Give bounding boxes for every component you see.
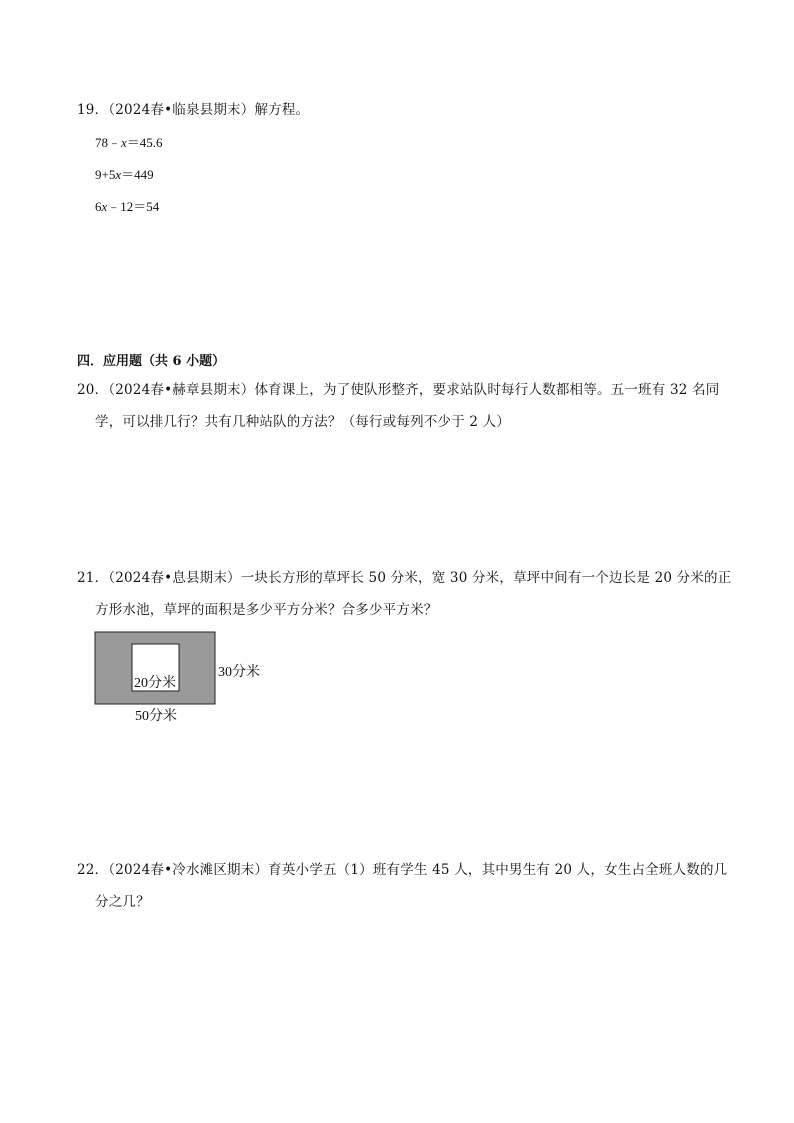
equation-right: ＝449 xyxy=(121,167,154,182)
question-number: 19． xyxy=(77,102,109,118)
question-source: （2024春•冷水滩区期末） xyxy=(108,862,269,878)
section-heading: 四．应用题（共 6 小题） xyxy=(77,354,226,369)
width-label: 50分米 xyxy=(135,709,177,724)
question-text: 育英小学五（1）班有学生 45 人，其中男生有 20 人，女生占全班人数的几 xyxy=(268,862,728,878)
equation-left: 9+5 xyxy=(95,167,116,182)
equation-variable: x xyxy=(115,167,122,182)
question-21-line1 xyxy=(77,568,731,588)
equation-left: 78﹣ xyxy=(95,135,122,150)
question-source: （2024春•临泉县期末） xyxy=(108,102,255,118)
question-number: 20． xyxy=(77,382,109,398)
lawn-pool-figure xyxy=(94,630,274,730)
equation-right: ＝45.6 xyxy=(126,135,163,150)
question-number: 22． xyxy=(77,862,109,878)
equation-2 xyxy=(95,164,154,183)
question-21-line2: 方形水池，草坪的面积是多少平方分米？合多少平方米？ xyxy=(95,602,438,618)
height-label: 30分米 xyxy=(218,665,260,680)
equation-1 xyxy=(95,132,163,151)
question-source: （2024春•息县期末） xyxy=(108,570,241,586)
question-19-stem xyxy=(77,100,309,120)
equation-3 xyxy=(95,196,159,215)
question-text: 一块长方形的草坪长 50 分米，宽 30 分米，草坪中间有一个边长是 20 分米的正 xyxy=(240,570,732,586)
equation-right: ﹣12＝54 xyxy=(107,199,160,214)
question-source: （2024春•赫章县期末） xyxy=(108,382,255,398)
question-22-line2: 分之几？ xyxy=(95,894,150,910)
square-side-label: 20分米 xyxy=(134,676,176,691)
equation-variable: x xyxy=(101,199,108,214)
question-22-line1 xyxy=(77,860,727,880)
question-20-line2: 学，可以排几行？共有几种站队的方法？（每行或每列不少于 2 人） xyxy=(95,414,511,430)
question-number: 21． xyxy=(77,570,109,586)
question-20-line1 xyxy=(77,380,719,400)
equation-variable: x xyxy=(121,135,127,150)
equation-left: 6 xyxy=(95,199,102,214)
question-text: 解方程。 xyxy=(254,102,310,118)
question-text: 体育课上，为了使队形整齐，要求站队时每行人数都相等。五一班有 32 名同 xyxy=(254,382,720,398)
